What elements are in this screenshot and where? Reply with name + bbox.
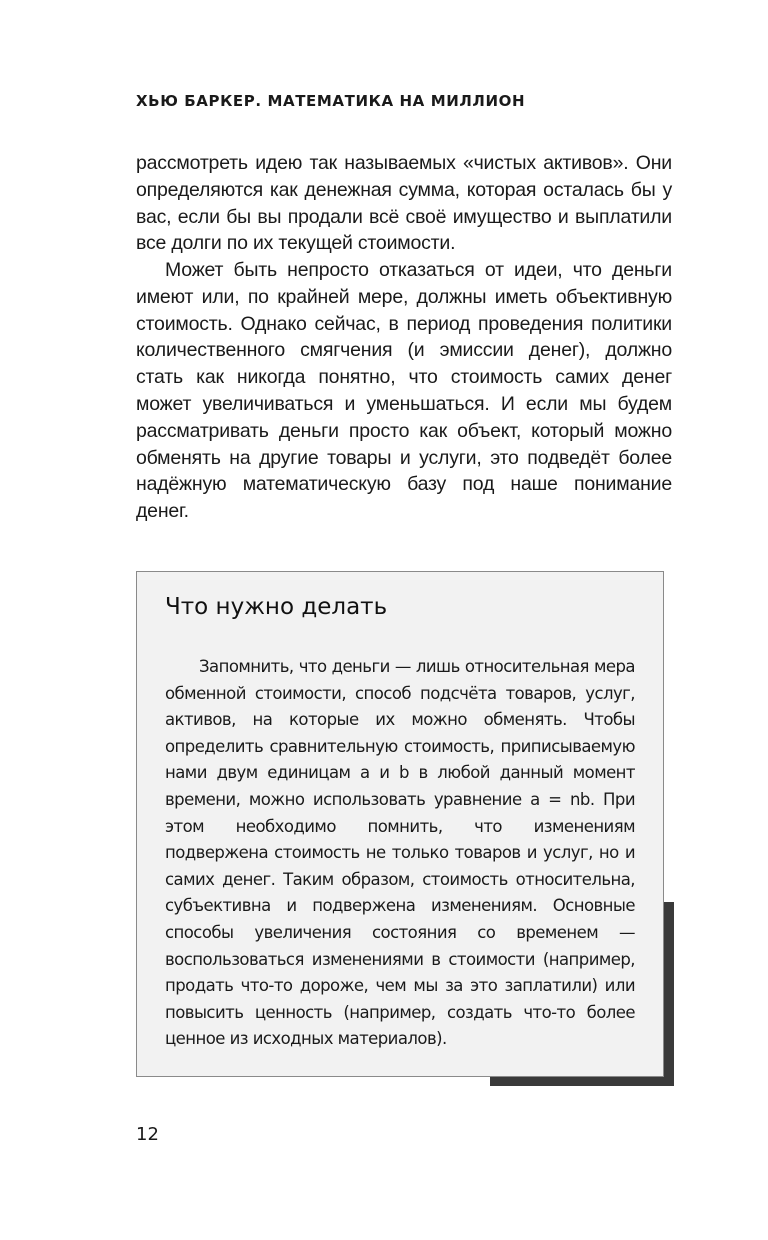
callout-text: Запомнить, что деньги — лишь относительная мера обменной стоимости, способ подсчёта товаров, услуг, активов, на которые их можно обменять. Чтобы определить сравнительную стоимость, приписываемую нами двум единицам a и b в любой данный момент времени, можно использовать уравнение a = nb. При этом необходимо помнить, что изменениям подвержена стоимость не только товаров и услуг, но и самих денег. Таким образом, стоимость относительна, субъективна и подвержена изменениям. Основные способы увеличения состояния со временем — воспользоваться изменениями в стоимости (например, продать что-то дороже, чем мы за это заплатили) или повысить ценность (например, создать что-то более ценное из исходных материалов). [165,657,635,1049]
body-paragraph-2: Может быть непросто отказаться от идеи, что деньги имеют или, по крайней мере, должны иметь объективную стоимость. Однако сейчас, в период проведения политики количественного смягчения (и эмиссии денег), должно стать как никогда понятно, что стоимость самих денег может увеличиваться и уменьшаться. И если мы будем рассматривать деньги просто как объект, который можно обменять на другие товары и услуги, это подведёт более надёжную математическую базу под наше понимание денег. [136,259,672,523]
running-header: ХЬЮ БАРКЕР. МАТЕМАТИКА НА МИЛЛИОН [136,92,526,110]
page-number: 12 [136,1124,159,1145]
callout-box [136,571,664,1077]
body-paragraph-1: рассмотреть идею так называемых «чистых активов». Они определяются как денежная сумма, которая осталась бы у вас, если бы вы продали всё своё имущество и выплатили все долги по их текущей стоимости. [136,152,672,255]
callout-title: Что нужно делать [165,594,388,620]
